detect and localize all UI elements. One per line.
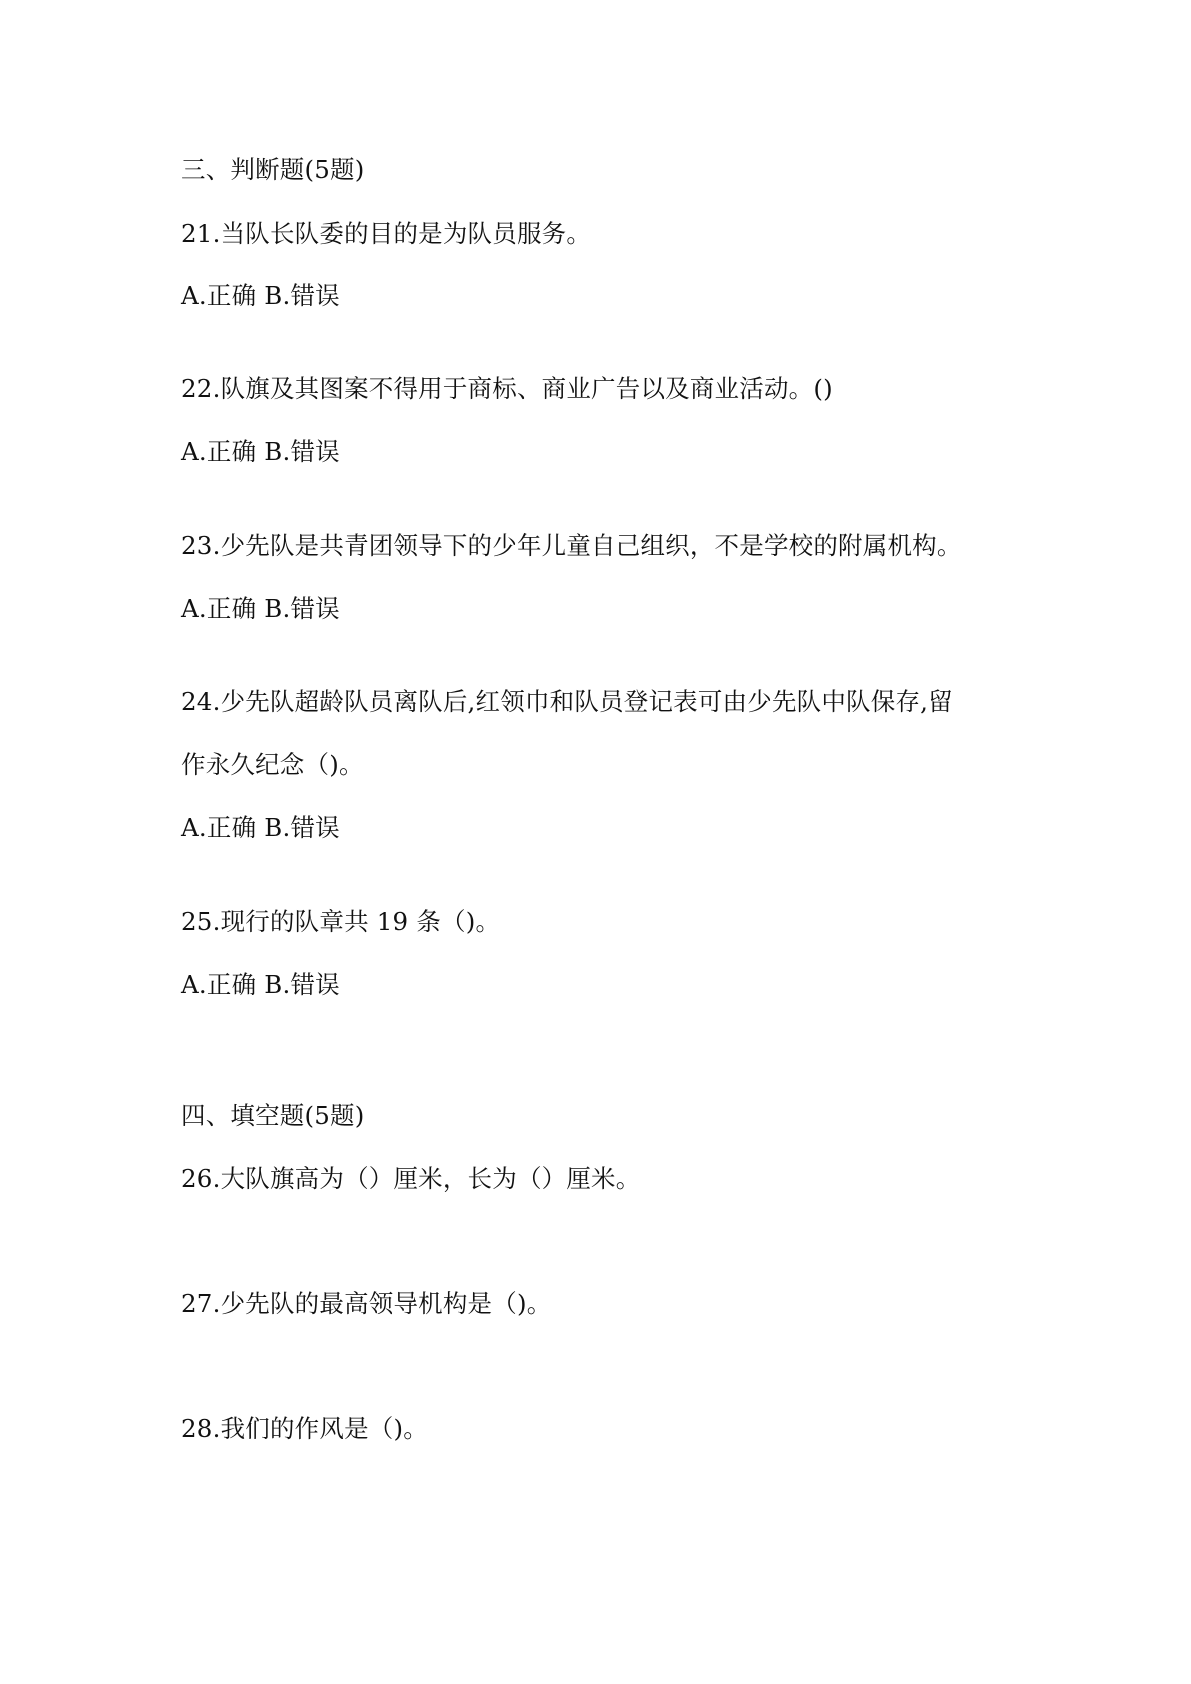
question-21-options: A.正确 B.错误 — [181, 281, 340, 310]
question-25-text: 25.现行的队章共 19 条（)。 — [181, 907, 501, 936]
question-28-text: 28.我们的作风是（)。 — [181, 1414, 428, 1443]
question-24-options: A.正确 B.错误 — [181, 813, 340, 842]
section-4-heading: 四、填空题(5题) — [181, 1101, 365, 1130]
question-27-text: 27.少先队的最高领导机构是（)。 — [181, 1289, 552, 1318]
question-21-text: 21.当队长队委的目的是为队员服务。 — [181, 219, 592, 248]
question-22-text: 22.队旗及其图案不得用于商标、商业广告以及商业活动。() — [181, 374, 833, 403]
question-25-options: A.正确 B.错误 — [181, 970, 340, 999]
section-3-heading: 三、判断题(5题) — [181, 155, 365, 184]
question-24-text-line-1: 24.少先队超龄队员离队后,红领巾和队员登记表可由少先队中队保存,留 — [181, 687, 953, 716]
question-23-options: A.正确 B.错误 — [181, 594, 340, 623]
question-26-text: 26.大队旗高为（）厘米，长为（）厘米。 — [181, 1164, 641, 1193]
question-22-options: A.正确 B.错误 — [181, 437, 340, 466]
question-23-text: 23.少先队是共青团领导下的少年儿童自己组织，不是学校的附属机构。 — [181, 531, 962, 560]
question-24-text-line-2: 作永久纪念（)。 — [181, 750, 364, 779]
